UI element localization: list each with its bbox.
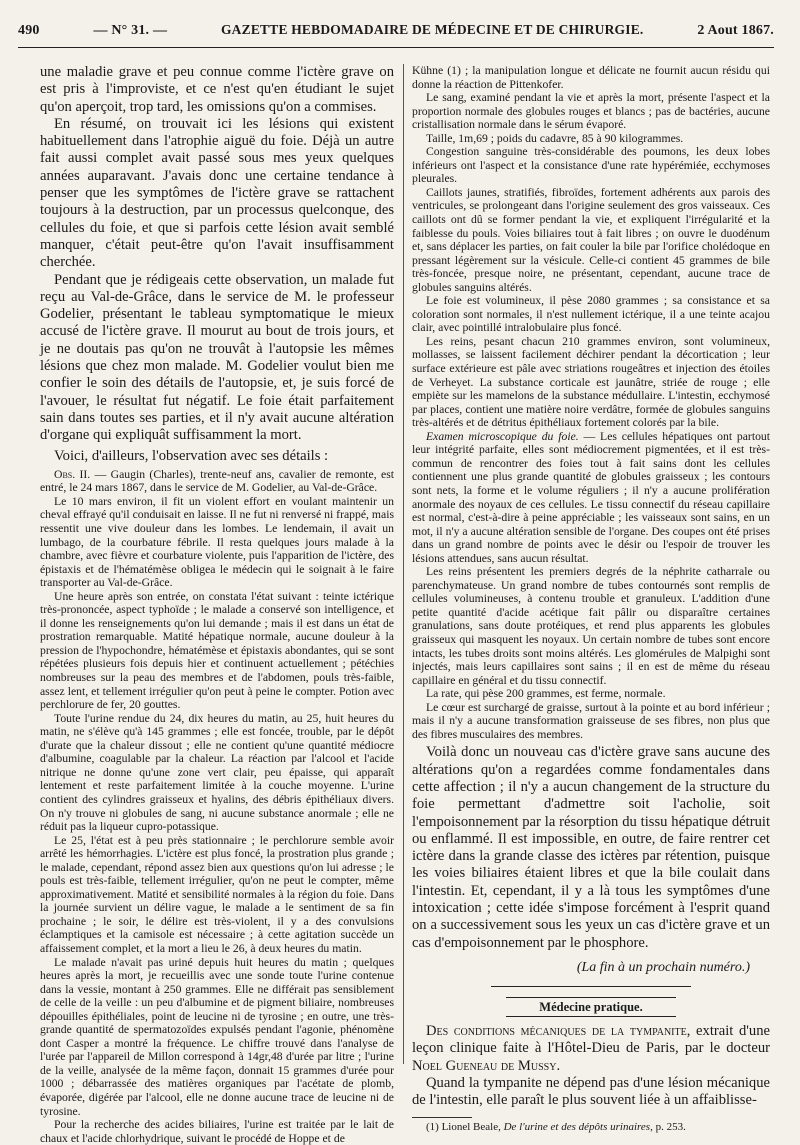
lecture-subtitle: extrait d'une leçon clinique faite à l'Hôtel-Dieu de Paris, par le docteur — [412, 1022, 771, 1057]
microscopy-heading: Examen microscopique du foie. — [426, 429, 579, 443]
right-column — [412, 64, 771, 1134]
observation-paragraph: Les reins présentent les premiers degrés de la néphrite catharrale ou parenchymateuse. Un grand nombre de tubes contournés sont remplis de cellules volumineuses, à contenu trouble et granuleux. L'addition d'une petite quantité d'acide acétique fait pâlir ou disparaître certaines granulations, sans doute protéiques, et rend plus apparents les globules graisseux qui masquent les noyaux. Un certain nombre de tubes sont encore intacts, les tubes droits sont moins altérés. Les glomérules de Malpighi sont injectés, mais leurs capillaires sont sains ; il en est de même du réseau capillaire en général et du tissu connectif. — [412, 565, 770, 687]
observation-paragraph: Caillots jaunes, stratifiés, fibroïdes, fortement adhérents aux parois des ventricules, se prolongeant dans l'origine seulement des gros vaisseaux. Ces caillots ont dû se former pendant la vie, et expliquent l'irrégularité et la faiblesse du pouls. Voies biliaires tout à fait libres ; on ouvre le duodénum et, sans déplacer les parties, on fait couler la bile par l'orifice cholédoque en pressant légèrement sur la vésicule. Celle-ci contient 45 grammes de bile très-foncée, presque noire, ne présentant, cependant, aucune trace de globules sanguins altérés. — [412, 185, 770, 294]
observation-paragraph — [412, 430, 770, 565]
observation-paragraph: Le malade n'avait pas uriné depuis huit heures du matin ; quelques heures après la mort, je recueillis avec une sonde toute l'urine contenue dans la vessie, montant à 250 grammes. Elle ne différait pas sensiblement de celle de la veille : un peu d'albumine et de pigment biliaire, nombreuses dépouilles épithéliales, point de leucine ni de tyrosine ; en outre, une très-grande quantité de spermatozoïdes expulsés pendant l'agonie, phénomène dont Casper a montré la fréquence. Le chiffre trouvé dans l'analyse de l'urée par l'appareil de Millon correspond à 14gr,48 d'urée par litre ; l'urine de la veille, analysée de la même façon, donnait 15 grammes d'urée pour 1000 ; débarrassée des matières organiques par l'acétate de plomb, évaporée, digérée par l'alcool, elle ne donne aucune trace de leucine ni de tyrosine. — [40, 955, 394, 1118]
column-divider — [403, 64, 404, 1064]
observation-paragraph: Le foie est volumineux, il pèse 2080 grammes ; sa consistance et sa coloration sont normales, il n'est nullement ictérique, il a une teinte acajou clair, avec pointillé intralobulaire plus foncé. — [412, 294, 770, 335]
observation-paragraph: Taille, 1m,69 ; poids du cadavre, 85 à 90 kilogrammes. — [426, 131, 684, 145]
issue-date: 2 Aout 1867. — [697, 23, 774, 38]
footnote-number: (1) Lionel Beale, — [426, 1121, 504, 1134]
observation-paragraph: Le 10 mars environ, il fit un violent effort en voulant maintenir un cheval effrayé qu'il conduisait en laisse. Il ne fut ni renversé ni frappé, mais ressentit une vive douleur dans les lombes. Le lendemain, il avait un lumbago, de la courbature fébrile. Il resta quelques jours malade à la chambre, avec fièvre et courbature violente, puis l'apparition de l'ictère, des épistaxis et de l'hématémèse obligea le médecin qui le soignait à le faire transporter au Val-de-Grâce. — [40, 494, 394, 590]
author-name: Noel Gueneau de Mussy. — [412, 1057, 561, 1074]
page-header — [18, 22, 774, 48]
section-divider — [491, 986, 691, 987]
observation-paragraph: Kühne (1) ; la manipulation longue et délicate ne fournit aucun résidu qui donne la réaction de Pittenkofer. — [412, 64, 770, 91]
observation-paragraph: Les reins, pesant chacun 210 grammes environ, sont volumineux, mollasses, se laissent facilement déchirer pendant la décortication ; leur surface extérieure est pâle avec striations rougeâtres et injection des étoiles de Verheyet. La substance corticale est jaunâtre, striée de rouge ; elle empiète sur les mamelons de la substance médullaire. L'intestin, ecchymosé par places, contient une matière noire verdâtre, formée de globules sanguins très-altérés et de détritus épithéliaux fortement colorés par la bile. — [412, 334, 770, 430]
observation-paragraph: La rate, qui pèse 200 grammes, est ferme, normale. — [426, 687, 666, 701]
lecture-heading — [412, 1023, 770, 1075]
microscopy-text: — Les cellules hépatiques ont partout leur intégrité parfaite, elles sont médiocrement pigmentées, et il est très-commun de rencontrer des foies tout à fait sains dont les cellules contiennent une plus grande quantité de globules graisseux ; les contours sont nets, la forme et le volume réguliers ; il n'y a aucune prolifération anormale des noyaux de ces cellules. Le tissu connectif du réseau capillaire est normal, c'est-à-dire à peine appréciable ; les vaisseaux sont sains, en un mot, il n'y a aucune altération sensible de l'organe. Des coupes ont été prises dans un grand nombre de points avec le désir ou l'espoir de trouver les lésions attendues, sans aucun résultat. — [412, 429, 771, 565]
paragraph: Voilà donc un nouveau cas d'ictère grave sans aucune des altérations qu'on a regardées comme fondamentales dans cette affection ; il n'y a aucun changement de la structure du foie permettant d'admettre soit l'acholie, soit l'empoisonnement par la résorption du tissu hépatique détruit ou enflammé. Il est impossible, en outre, de faire rentrer cet ictère dans la grande classe des ictères par rétention, puisque les voies biliaires étaient libres et que la bile coulait dans l'intestin. Et, cependant, il y a là tous les symptômes d'une intoxication ; cette idée s'impose forcément à l'esprit quand on a successivement sous les yeux un cas d'ictère grave et un cas d'empoisonnement par le phosphore. — [412, 744, 770, 951]
observation-paragraph: Le 25, l'état est à peu près stationnaire ; le perchlorure semble avoir arrêté les hémorrhagies. L'ictère est plus foncé, la prostration plus grande ; le malade, cependant, répond assez bien aux questions qu'on lui adresse ; le pouls est très-faible, tellement irrégulier, qu'on ne peut le compter, même approximativement. Matité et sensibilité normales à la région du foie. Dans la journée survient un délire vague, le malade a le sentiment de sa fin prochaine ; le soir, le délire est très-violent, il y a des convulsions éclamptiques et la camisole est nécessaire ; à cette agitation succède un affaissement complet, et la mort a lieu le 26, à deux heures du matin. — [40, 833, 394, 955]
journal-title: GAZETTE HEBDOMADAIRE DE MÉDECINE ET DE CHIRURGIE. — [220, 22, 644, 37]
observation-label: Obs. II. — [54, 467, 91, 481]
footnote-title: De l'urine et des dépôts urinaires — [503, 1121, 651, 1134]
continuation-note: (La fin à un prochain numéro.) — [576, 959, 750, 975]
paragraph: Quand la tympanite ne dépend pas d'une lésion mécanique de l'intestin, elle paraît le plus souvent liée à un affaiblisse- — [412, 1074, 770, 1109]
paragraph: une maladie grave et peu connue comme l'ictère grave on est pris à l'improviste, et ce n'est qu'en étudiant le sujet qu'on aperçoit, trop tard, les omissions qu'on a commises. — [40, 64, 394, 115]
footnote-page: , p. 253. — [650, 1121, 686, 1134]
paragraph: Pendant que je rédigeais cette observation, un malade fut reçu au Val-de-Grâce, dans le service de M. le professeur Godelier, présentant le tableau symptomatique le mieux accusé de l'ictère grave. Il mourut au bout de trois jours, et je ne doutais pas qu'on ne trouvât à l'autopsie les mêmes lésions que chez mon malade. M. Godelier voulut bien me confier le soin des détails de l'autopsie, et, je suis forcé de l'avouer, le résultat fut négatif. Le foie était parfaitement sain dans toutes ses parties, et il n'y avait aucune altération d'organe qui expliquât suffisamment la mort. — [40, 271, 394, 444]
paragraph: En résumé, on trouvait ici les lésions qui existent habituellement dans l'atrophie aiguë du foie. Déjà un autre fait aussi complet avait passé sous mes yeux quelques années auparavant. J'avais donc une certaine tendance à penser que les symptômes de l'ictère grave se rattachent toujours à la destruction, par un processus quelconque, des cellules du foie, et que si parfois cette lésion avait semblé manquer, c'était peut-être qu'on l'avait insuffisamment cherchée. — [40, 115, 394, 271]
footnote-divider — [412, 1117, 472, 1118]
lecture-title: Des conditions mécaniques de la tympanite, — [426, 1022, 691, 1039]
observation-paragraph: Toute l'urine rendue du 24, dix heures du matin, au 25, huit heures du matin, ne s'élève qu'à 145 grammes ; elle est foncée, trouble, par le dépôt d'urate que la chaleur dissout ; elle ne contient qu'une quantité médiocre d'albumine, coagulable par la chaleur. La réaction par l'alcool et l'acide nitrique ne donne qu'une zone vert clair, peu épaisse, qui apparaît lentement et reste parfaitement limitée à la couche moyenne. L'urine contient des cylindres graisseux et hyalins, des débris épithéliaux divers. On n'y trouve ni globules de sang, ni aucune substance anormale ; elle ne réduit pas la liqueur cupro-potassique. — [40, 711, 394, 834]
paragraph: Voici, d'ailleurs, l'observation avec ses détails : — [54, 447, 329, 464]
page-number: 490 — [18, 23, 40, 38]
observation-paragraph — [40, 468, 394, 495]
observation-paragraph: Le cœur est surchargé de graisse, surtout à la pointe et au bord inférieur ; mais il n'y a aucune transformation graisseuse de ses fibres, non plus que des fibres musculaires des membres. — [412, 700, 770, 741]
section-heading: Médecine pratique. — [506, 997, 676, 1017]
left-column — [40, 64, 395, 1145]
observation-paragraph: Une heure après son entrée, on constata l'état suivant : teinte ictérique très-prononcée, aspect typhoïde ; le malade a conservé son intelligence, et il donne les renseignements qu'on lui demande ; mais il est dans un état de prostration remarquable. Matité hépatique normale, aucune douleur à la pression de l'hypochondre, hématémèse et épistaxis abondantes, qui se sont répétées plusieurs fois depuis hier et continuent actuellement ; pétéchies nombreuses sur la peau des membres et de l'abdomen, pouls très-faible, assez lent, et tellement irrégulier qu'on peut à peine le compter. Potion avec perchlorure de fer, 20 gouttes. — [40, 589, 394, 712]
footnote — [412, 1121, 770, 1134]
observation-text: — Gaugin (Charles), trente-neuf ans, cavalier de remonte, est entré, le 24 mars 1867, dans le service de M. Godelier, au Val-de-Grâce. — [40, 467, 395, 495]
issue-number: — N° 31. — — [93, 23, 168, 38]
observation-paragraph: Congestion sanguine très-considérable des poumons, les deux lobes inférieurs ont l'aspect et la consistance d'une rate hypérémiée, ecchymoses pleurales. — [412, 145, 770, 186]
observation-paragraph: Le sang, examiné pendant la vie et après la mort, présente l'aspect et la proportion normale des globules rouges et blancs ; pas de bactéries, aucune cristallisation normale dans le sérum évaporé. — [412, 91, 770, 132]
observation-paragraph: Pour la recherche des acides biliaires, l'urine est traitée par le lait de chaux et l'acide chlorhydrique, suivant le procédé de Hoppe et de — [40, 1118, 394, 1145]
